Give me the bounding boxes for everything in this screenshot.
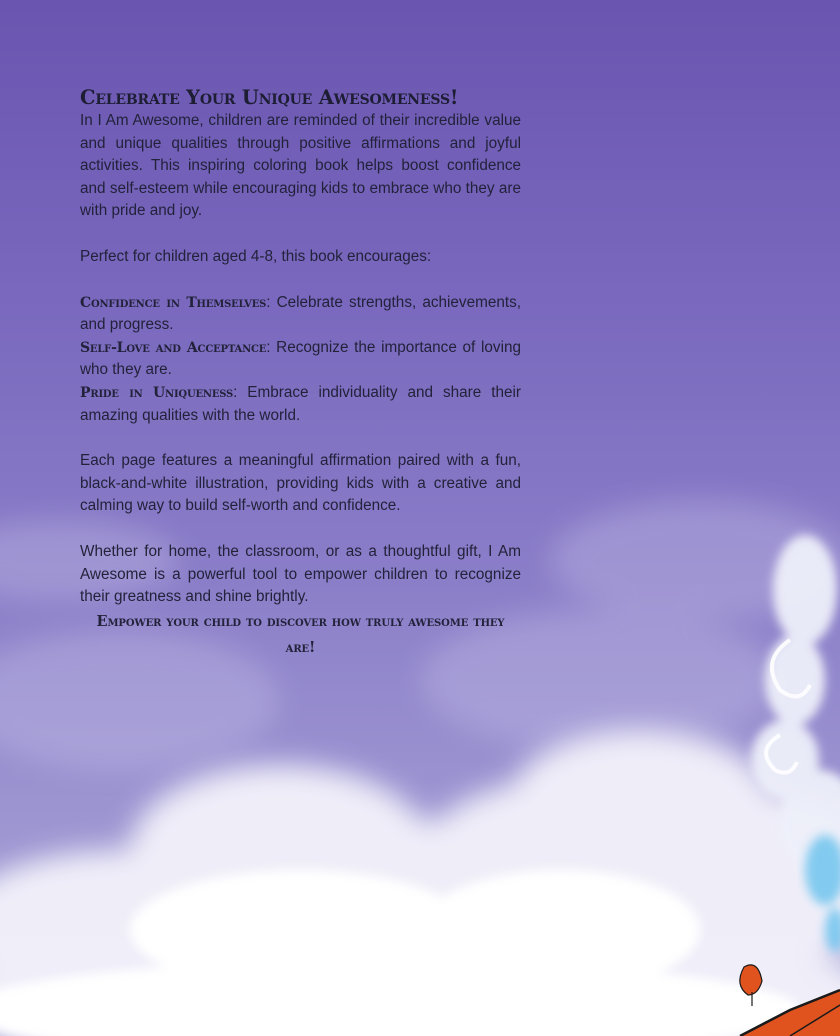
usage-paragraph: Whether for home, the classroom, or as a thoughtful gift, I Am Awesome is a powerful tool to empower children to recognize their greatness and shine brightly. [80, 542, 521, 606]
closing-statement: Empower your child to discover how truly awesome they are! [96, 612, 505, 656]
audience-line: Perfect for children aged 4-8, this book encourages: [80, 247, 432, 265]
benefit-self-love [80, 337, 521, 382]
benefit-label: Confidence in Themselves [80, 294, 267, 311]
benefit-label: Pride in Uniqueness [80, 384, 234, 401]
benefit-text: : Recognize the importance of loving who they are. [80, 338, 521, 379]
intro-paragraph: In I Am Awesome, children are reminded of their incredible value and unique qualities through positive affirmations and joyful activities. This inspiring coloring book helps boost confidence and self-esteem while encouraging kids to embrace who they are with pride and joy. [80, 112, 521, 220]
benefit-text: : Embrace individuality and share their amazing qualities with the world. [80, 383, 521, 424]
benefit-text: : Celebrate strengths, achievements, and progress. [80, 293, 521, 334]
headline: Celebrate Your Unique Awesomeness! [80, 86, 459, 109]
features-paragraph: Each page features a meaningful affirmation paired with a fun, black-and-white illustration, providing kids with a creative and calming way to build self-worth and confidence. [80, 452, 521, 515]
benefit-pride [80, 382, 521, 427]
description-text [80, 86, 521, 661]
benefit-label: Self-Love and Acceptance [80, 339, 267, 356]
benefit-confidence [80, 292, 521, 337]
